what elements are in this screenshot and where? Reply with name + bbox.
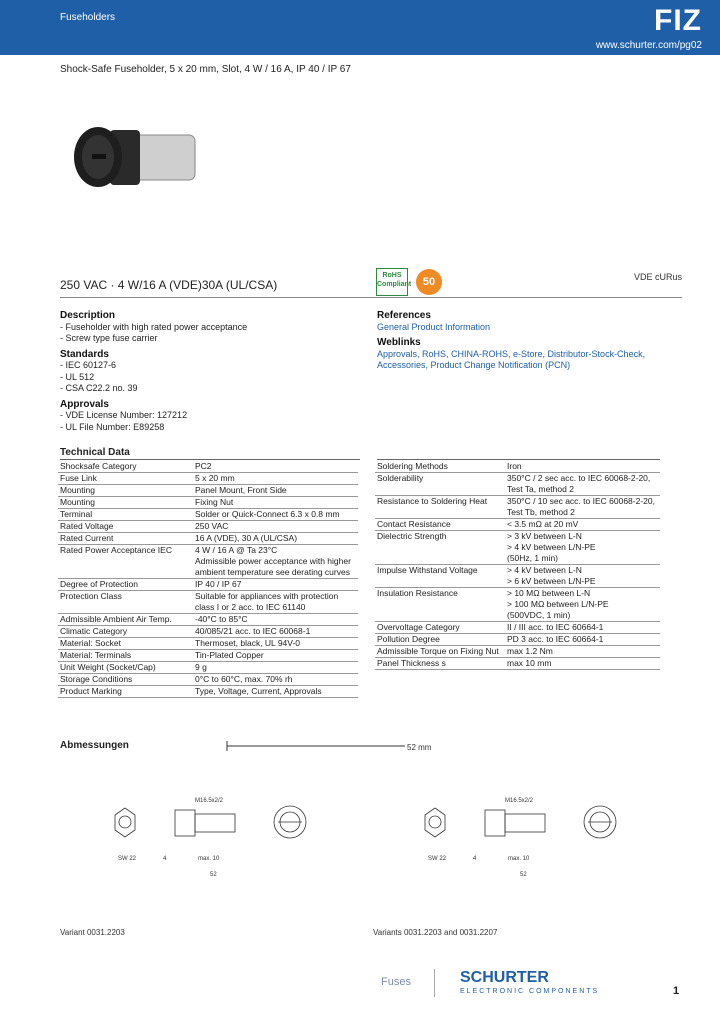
spec-value: max 10 mm <box>505 658 660 670</box>
spec-label: Unit Weight (Socket/Cap) <box>58 662 193 674</box>
spec-row <box>375 461 660 473</box>
spec-row <box>58 473 358 485</box>
spec-label: Insulation Resistance <box>375 588 505 622</box>
spec-label: Impulse Withstand Voltage <box>375 565 505 588</box>
spec-value: Solder or Quick-Connect 6.3 x 0.8 mm <box>193 509 358 521</box>
spec-value: II / III acc. to IEC 60664-1 <box>505 622 660 634</box>
fifty-badge: 50 <box>416 269 442 295</box>
spec-value: PC2 <box>193 461 358 473</box>
spec-value: Panel Mount, Front Side <box>193 485 358 497</box>
description-line: - Screw type fuse carrier <box>60 333 158 343</box>
spec-row <box>58 485 358 497</box>
sw-label: SW 22 <box>428 856 447 862</box>
spec-value: -40°C to 85°C <box>193 614 358 626</box>
spec-value: 350°C / 2 sec acc. to IEC 60068-2-20, Test Ta, method 2 <box>505 473 660 496</box>
spec-value: 250 VAC <box>193 521 358 533</box>
left-info-column <box>60 310 360 433</box>
dimension-drawings <box>100 770 680 890</box>
spec-label: Overvoltage Category <box>375 622 505 634</box>
spec-label: Storage Conditions <box>58 674 193 686</box>
spec-value: Iron <box>505 461 660 473</box>
spec-value: > 3 kV between L-N > 4 kV between L/N-PE (50Hz, 1 min) <box>505 531 660 565</box>
spec-label: Mounting <box>58 485 193 497</box>
cert-icons: VDE cURus <box>633 272 682 282</box>
max10-label: max. 10 <box>198 856 220 862</box>
spec-row <box>375 646 660 658</box>
four-label: 4 <box>473 856 477 862</box>
spec-row <box>375 658 660 670</box>
spec-row <box>375 634 660 646</box>
spec-value: 0°C to 60°C, max. 70% rh <box>193 674 358 686</box>
product-subtitle: Shock-Safe Fuseholder, 5 x 20 mm, Slot, 4 W / 16 A, IP 40 / IP 67 <box>60 64 351 75</box>
spec-label: Terminal <box>58 509 193 521</box>
approvals-line: - UL File Number: E89258 <box>60 421 165 432</box>
technical-data-rule <box>377 447 660 460</box>
spec-label: Resistance to Soldering Heat <box>375 496 505 519</box>
spec-row <box>58 626 358 638</box>
length-label: 52 mm <box>407 743 432 752</box>
spec-value: Fixing Nut <box>193 497 358 509</box>
standards-line: - UL 512 <box>60 371 95 382</box>
drawing-left <box>115 806 306 838</box>
spec-label: Soldering Methods <box>375 461 505 473</box>
references-heading: References <box>377 310 431 321</box>
spec-value: Suitable for appliances with protection class I or 2 acc. to IEC 61140 <box>193 591 358 614</box>
spec-row <box>58 686 358 698</box>
tech-table-left <box>58 461 358 698</box>
spec-label: Mounting <box>58 497 193 509</box>
weblinks-link[interactable]: Approvals, RoHS, CHINA-ROHS, e-Store, Distributor-Stock-Check, <box>377 348 646 359</box>
product-image <box>70 120 210 200</box>
tech-table-right <box>375 461 660 670</box>
four-label: 4 <box>163 856 167 862</box>
spec-row <box>58 650 358 662</box>
page-footer <box>0 965 720 1005</box>
spec-label: Rated Current <box>58 533 193 545</box>
spec-label: Material: Terminals <box>58 650 193 662</box>
spec-row <box>375 473 660 496</box>
technical-data-title: Technical Data <box>60 447 360 460</box>
spec-row <box>58 497 358 509</box>
spec-value: 16 A (VDE), 30 A (UL/CSA) <box>193 533 358 545</box>
rohs-badge: RoHS Compliant <box>376 268 408 296</box>
footer-fuses: Fuses <box>381 976 411 988</box>
caption-right: Variants 0031.2203 and 0031.2207 <box>373 928 498 937</box>
spec-row <box>58 579 358 591</box>
spec-row <box>58 545 358 579</box>
spec-value: > 4 kV between L-N > 6 kV between L/N-PE <box>505 565 660 588</box>
schurter-logo-sub: ELECTRONIC COMPONENTS <box>460 988 600 995</box>
spec-label: Pollution Degree <box>375 634 505 646</box>
spec-row <box>375 622 660 634</box>
spec-label: Admissible Torque on Fixing Nut <box>375 646 505 658</box>
spec-label: Panel Thickness s <box>375 658 505 670</box>
spec-row <box>58 638 358 650</box>
website-link[interactable]: www.schurter.com/pg02 <box>595 40 702 51</box>
spec-label: Product Marking <box>58 686 193 698</box>
spec-row <box>375 588 660 622</box>
spec-row <box>58 509 358 521</box>
spec-label: Protection Class <box>58 591 193 614</box>
fiftytwo-label: 52 <box>210 872 217 878</box>
spec-label: Material: Socket <box>58 638 193 650</box>
spec-row <box>58 461 358 473</box>
spec-row <box>58 674 358 686</box>
spec-row <box>58 521 358 533</box>
product-code: FIZ <box>654 4 702 37</box>
fiftytwo-label: 52 <box>520 872 527 878</box>
dimensions-title: Abmessungen <box>60 740 129 751</box>
spec-value: 40/085/21 acc. to IEC 60068-1 <box>193 626 358 638</box>
rating-text: 250 VAC · 4 W/16 A (VDE)30A (UL/CSA) <box>60 278 278 292</box>
spec-row <box>58 662 358 674</box>
spec-value: 9 g <box>193 662 358 674</box>
spec-value: Tin-Plated Copper <box>193 650 358 662</box>
spec-label: Contact Resistance <box>375 519 505 531</box>
spec-value: 350°C / 10 sec acc. to IEC 60068-2-20, Test Tb, method 2 <box>505 496 660 519</box>
drawing-right <box>425 806 616 838</box>
spec-label: Admissible Ambient Air Temp. <box>58 614 193 626</box>
references-link[interactable]: General Product Information <box>377 321 491 332</box>
spec-label: Shocksafe Category <box>58 461 193 473</box>
spec-label: Degree of Protection <box>58 579 193 591</box>
spec-value: 5 x 20 mm <box>193 473 358 485</box>
spec-value: max 1.2 Nm <box>505 646 660 658</box>
standards-heading: Standards <box>60 348 109 360</box>
spec-row <box>58 533 358 545</box>
spec-label: Rated Voltage <box>58 521 193 533</box>
spec-row <box>58 591 358 614</box>
spec-value: Thermoset, black, UL 94V-0 <box>193 638 358 650</box>
description-line: - Fuseholder with high rated power acceptance <box>60 321 248 332</box>
caption-left: Variant 0031.2203 <box>60 928 125 937</box>
spec-row <box>58 614 358 626</box>
page-number: 1 <box>673 985 680 997</box>
spec-value: < 3.5 mΩ at 20 mV <box>505 519 660 531</box>
spec-value: Type, Voltage, Current, Approvals <box>193 686 358 698</box>
spec-label: Fuse Link <box>58 473 193 485</box>
spec-row <box>375 519 660 531</box>
spec-label: Rated Power Acceptance IEC <box>58 545 193 579</box>
spec-value: 4 W / 16 A @ Ta 23°C Admissible power acceptance with higher ambient temperature see derating curves <box>193 545 358 579</box>
spec-value: IP 40 / IP 67 <box>193 579 358 591</box>
weblinks-heading: Weblinks <box>377 337 421 348</box>
spec-label: Solderability <box>375 473 505 496</box>
spec-value: PD 3 acc. to IEC 60664-1 <box>505 634 660 646</box>
max10-label: max. 10 <box>508 856 530 862</box>
thread-label: M16.5x2/2 <box>195 798 224 804</box>
schurter-logo: SCHURTER <box>460 969 549 986</box>
rating-bar <box>60 266 682 298</box>
category-label: Fuseholders <box>60 12 116 23</box>
standards-line: - CSA C22.2 no. 39 <box>60 383 138 393</box>
footer-divider <box>434 969 435 997</box>
spec-label: Climatic Category <box>58 626 193 638</box>
right-info-column <box>377 310 677 372</box>
spec-row <box>375 531 660 565</box>
approvals-line: - VDE License Number: 127212 <box>60 410 188 420</box>
weblinks-link[interactable]: Accessories, Product Change Notification (PCN) <box>377 360 571 370</box>
sw-label: SW 22 <box>118 856 137 862</box>
spec-row <box>375 565 660 588</box>
page-header <box>0 0 720 55</box>
standards-line: - IEC 60127-6 <box>60 360 117 370</box>
thread-label: M16.5x2/2 <box>505 798 534 804</box>
spec-label: Dielectric Strength <box>375 531 505 565</box>
length-indicator <box>225 740 445 754</box>
approvals-heading: Approvals <box>60 398 109 410</box>
spec-row <box>375 496 660 519</box>
description-heading: Description <box>60 310 116 321</box>
spec-value: > 10 MΩ between L-N > 100 MΩ between L/N-PE (500VDC, 1 min) <box>505 588 660 622</box>
